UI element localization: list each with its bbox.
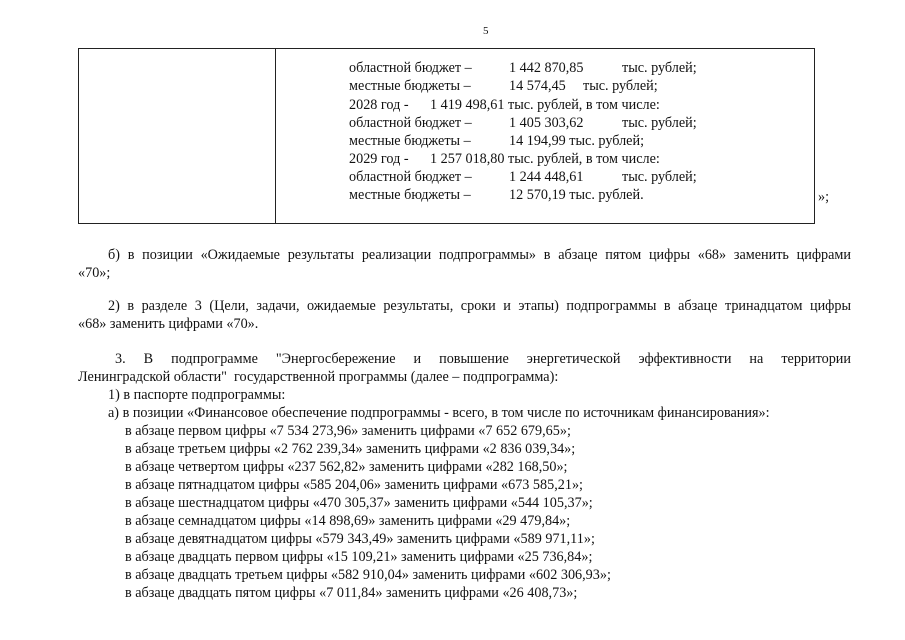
cell-line-1-unit: тыс. рублей; xyxy=(622,60,697,76)
paragraph-3-sub-a: а) в позиции «Финансовое обеспечение подпрограммы - всего, в том числе по источникам финансирования»: xyxy=(108,405,770,421)
paragraph-3-sub-1: 1) в паспорте подпрограммы: xyxy=(108,387,286,403)
list-item: в абзаце третьем цифры «2 762 239,34» заменить цифрами «2 836 039,34»; xyxy=(125,441,576,457)
cell-line-2-unit: тыс. рублей; xyxy=(583,78,658,94)
cell-line-5-label: местные бюджеты – xyxy=(349,133,471,149)
cell-line-3-total: 1 419 498,61 тыс. рублей, в том числе: xyxy=(430,97,660,113)
list-item: в абзаце двадцать пятом цифры «7 011,84» заменить цифрами «26 408,73»; xyxy=(125,585,578,601)
cell-line-2-label: местные бюджеты – xyxy=(349,78,471,94)
cell-line-6-total: 1 257 018,80 тыс. рублей, в том числе: xyxy=(430,151,660,167)
list-item: в абзаце девятнадцатом цифры «579 343,49» заменить цифрами «589 971,11»; xyxy=(125,531,595,547)
list-item: в абзаце пятнадцатом цифры «585 204,06» заменить цифрами «673 585,21»; xyxy=(125,477,583,493)
paragraph-b-line-1: б) в позиции «Ожидаемые результаты реализации подпрограммы» в абзаце пятом цифры «68» заменить цифрами xyxy=(108,247,851,263)
cell-line-4-value: 1 405 303,62 xyxy=(509,115,584,131)
cell-line-7-value: 1 244 448,61 xyxy=(509,169,584,185)
cell-line-7-label: областной бюджет – xyxy=(349,169,472,185)
cell-line-4-unit: тыс. рублей; xyxy=(622,115,697,131)
page-number: 5 xyxy=(483,25,489,37)
paragraph-2-line-1: 2) в разделе 3 (Цели, задачи, ожидаемые результаты, сроки и этапы) подпрограммы в абзаце тринадцатом цифры xyxy=(108,298,851,314)
closing-quote: »; xyxy=(818,189,830,205)
paragraph-3-line-2: Ленинградской области" государственной программы (далее – подпрограмма): xyxy=(78,369,559,385)
table-column-divider xyxy=(275,48,276,224)
cell-line-2-value: 14 574,45 xyxy=(509,78,566,94)
cell-line-3-year: 2028 год - xyxy=(349,97,409,113)
paragraph-3-line-1: 3. В подпрограмме "Энергосбережение и повышение энергетической эффективности на территории xyxy=(115,351,851,367)
cell-line-7-unit: тыс. рублей; xyxy=(622,169,697,185)
paragraph-2-line-2: «68» заменить цифрами «70». xyxy=(78,316,259,332)
cell-line-8-label: местные бюджеты – xyxy=(349,187,471,203)
list-item: в абзаце двадцать первом цифры «15 109,21» заменить цифрами «25 736,84»; xyxy=(125,549,593,565)
cell-line-6-year: 2029 год - xyxy=(349,151,409,167)
list-item: в абзаце двадцать третьем цифры «582 910,04» заменить цифрами «602 306,93»; xyxy=(125,567,611,583)
cell-line-5-value: 14 194,99 тыс. рублей; xyxy=(509,133,645,149)
cell-line-1-value: 1 442 870,85 xyxy=(509,60,584,76)
list-item: в абзаце семнадцатом цифры «14 898,69» заменить цифрами «29 479,84»; xyxy=(125,513,571,529)
list-item: в абзаце шестнадцатом цифры «470 305,37» заменить цифрами «544 105,37»; xyxy=(125,495,593,511)
list-item: в абзаце четвертом цифры «237 562,82» заменить цифрами «282 168,50»; xyxy=(125,459,568,475)
cell-line-1-label: областной бюджет – xyxy=(349,60,472,76)
cell-line-4-label: областной бюджет – xyxy=(349,115,472,131)
list-item: в абзаце первом цифры «7 534 273,96» заменить цифрами «7 652 679,65»; xyxy=(125,423,571,439)
cell-line-8-value: 12 570,19 тыс. рублей. xyxy=(509,187,644,203)
paragraph-b-line-2: «70»; xyxy=(78,265,111,281)
